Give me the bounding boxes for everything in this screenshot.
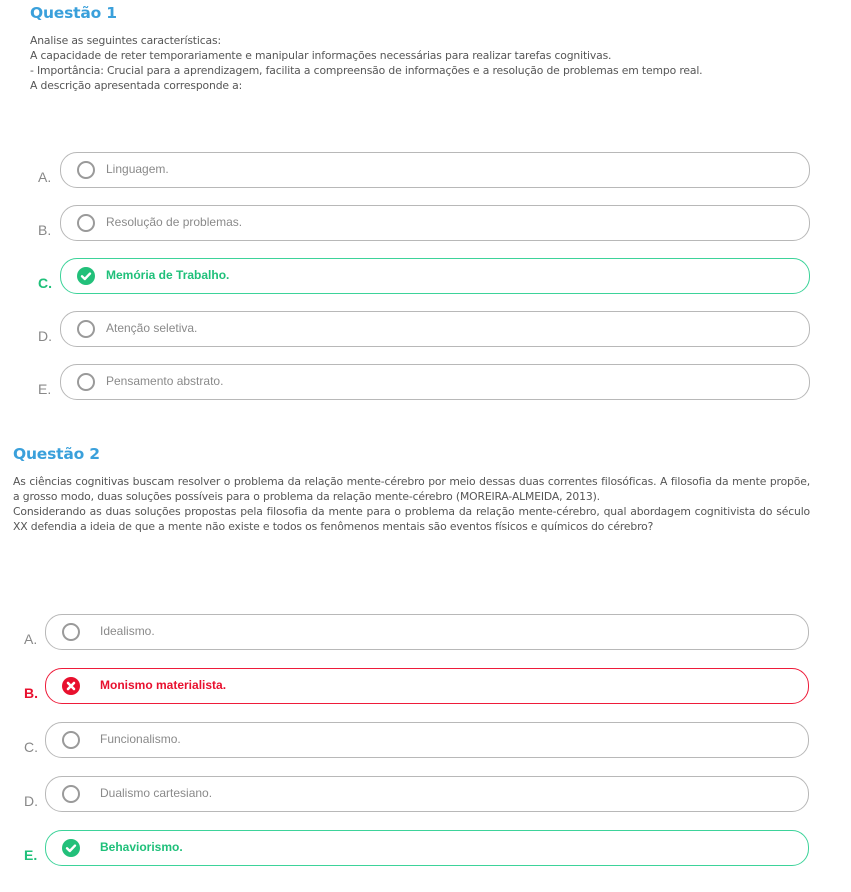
option-letter: E. — [38, 381, 52, 397]
check-circle-icon — [62, 839, 80, 857]
option-button-correct[interactable] — [60, 258, 810, 294]
option-text: Behaviorismo. — [100, 840, 183, 854]
option-button[interactable] — [60, 311, 810, 347]
option-e — [0, 364, 851, 400]
option-letter: A. — [38, 169, 52, 185]
option-button[interactable] — [45, 614, 809, 650]
option-button[interactable] — [60, 152, 810, 188]
option-a — [0, 152, 851, 188]
option-letter: B. — [38, 222, 52, 238]
option-button[interactable] — [45, 776, 809, 812]
question-title: Questão 1 — [30, 4, 117, 22]
x-circle-icon — [62, 677, 80, 695]
question-title: Questão 2 — [13, 445, 100, 463]
option-letter: C. — [38, 275, 52, 291]
radio-empty-icon — [77, 320, 95, 338]
option-text: Funcionalismo. — [100, 732, 181, 746]
statement-line: A descrição apresentada corresponde a: — [30, 79, 243, 92]
option-text: Resolução de problemas. — [106, 215, 243, 229]
option-button-correct[interactable] — [45, 830, 809, 866]
radio-empty-icon — [77, 161, 95, 179]
statement-paragraph: As ciências cognitivas buscam resolver o problema da relação mente-cérebro por meio dessas duas correntes filosóficas. A filosofia da mente propõe, a grosso modo, duas soluções possíveis para o problema da relação mente-cérebro (MOREIRA-ALMEIDA, 2013). — [13, 475, 810, 503]
statement-line: - Importância: Crucial para a aprendizagem, facilita a compreensão de informações e a resolução de problemas em tempo real. — [30, 64, 703, 77]
option-button[interactable] — [60, 205, 810, 241]
option-letter: D. — [38, 328, 52, 344]
option-button[interactable] — [60, 364, 810, 400]
option-button[interactable] — [45, 722, 809, 758]
option-text: Idealismo. — [100, 624, 155, 638]
option-letter: D. — [24, 793, 38, 809]
option-letter: C. — [24, 739, 38, 755]
statement-line: Analise as seguintes características: — [30, 34, 221, 47]
radio-empty-icon — [77, 214, 95, 232]
option-b — [0, 205, 851, 241]
option-text: Linguagem. — [106, 162, 169, 176]
option-e — [0, 830, 851, 866]
option-b — [0, 668, 851, 704]
radio-empty-icon — [62, 623, 80, 641]
option-d — [0, 311, 851, 347]
option-c — [0, 258, 851, 294]
option-button-wrong[interactable] — [45, 668, 809, 704]
radio-empty-icon — [62, 731, 80, 749]
option-letter: B. — [24, 685, 38, 701]
option-text: Pensamento abstrato. — [106, 374, 224, 388]
option-letter: A. — [24, 631, 38, 647]
question-statement — [30, 33, 810, 93]
option-text: Monismo materialista. — [100, 678, 227, 692]
question-statement — [13, 474, 810, 534]
radio-empty-icon — [62, 785, 80, 803]
option-letter: E. — [24, 847, 38, 863]
option-c — [0, 722, 851, 758]
option-a — [0, 614, 851, 650]
option-text: Memória de Trabalho. — [106, 268, 230, 282]
statement-paragraph: Considerando as duas soluções propostas pela filosofia da mente para o problema da relação mente-cérebro, qual abordagem cognitivista do século XX defendia a ideia de que a mente não existe e todos os fenômenos mentais são eventos físicos e químicos do cérebro? — [13, 505, 810, 533]
radio-empty-icon — [77, 373, 95, 391]
statement-line: A capacidade de reter temporariamente e manipular informações necessárias para realizar tarefas cognitivas. — [30, 49, 612, 62]
option-text: Dualismo cartesiano. — [100, 786, 213, 800]
option-d — [0, 776, 851, 812]
option-text: Atenção seletiva. — [106, 321, 198, 335]
check-circle-icon — [77, 267, 95, 285]
